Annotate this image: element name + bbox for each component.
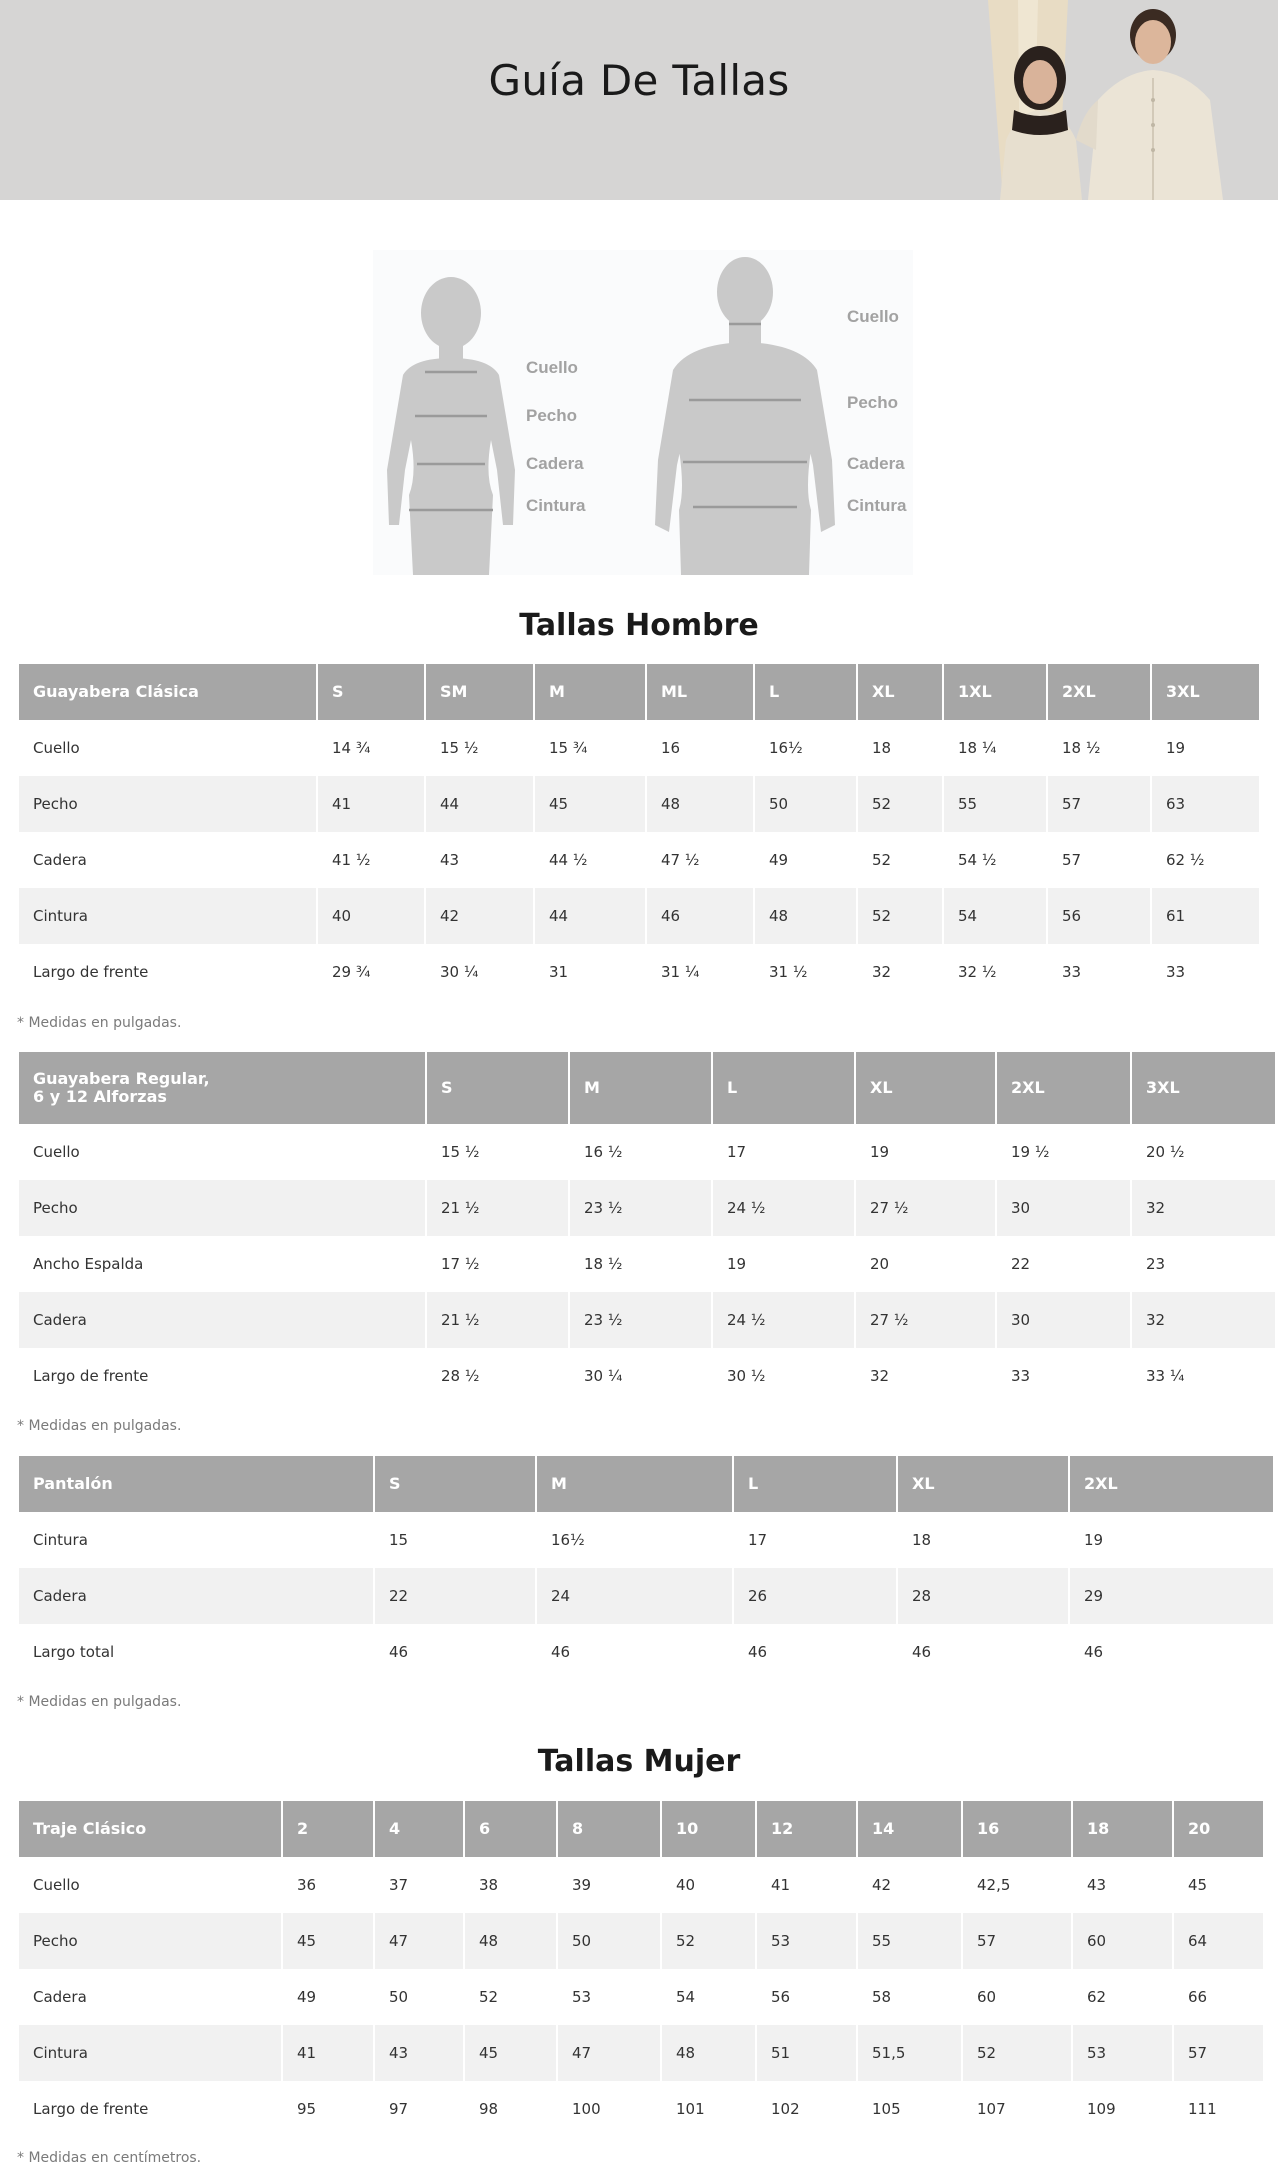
table-cell: 32 <box>870 1367 890 1385</box>
table-cell: 16½ <box>551 1531 585 1549</box>
table-cell: 105 <box>872 2100 901 2118</box>
models-photo <box>948 0 1278 200</box>
table-cell: 22 <box>375 1568 535 1624</box>
table-cell: 58 <box>872 1988 892 2006</box>
table-cell: 57 <box>1062 851 1082 869</box>
row-label: Largo de frente <box>33 2100 149 2118</box>
table-cell: 100 <box>572 2100 601 2118</box>
row-label: Cintura <box>19 888 316 944</box>
table-cell: 19 ½ <box>1011 1143 1050 1161</box>
table-cell: 48 <box>755 888 856 944</box>
table-cell: 14 ¾ <box>332 739 371 757</box>
table-cell: 17 <box>748 1531 768 1549</box>
table-cell: 46 <box>1084 1643 1104 1661</box>
table-cell: 52 <box>662 1913 755 1969</box>
table-header-cell: 10 <box>662 1801 755 1857</box>
table-cell: 19 <box>870 1143 890 1161</box>
table-cell: 47 <box>558 2025 660 2081</box>
table-cell: 95 <box>297 2100 317 2118</box>
table-cell: 18 ¼ <box>958 739 997 757</box>
table-cell: 15 ¾ <box>549 739 588 757</box>
table-header-cell: 2XL <box>1070 1456 1273 1512</box>
row-label: Cuello <box>33 1143 80 1161</box>
table-header-cell: 20 <box>1174 1801 1263 1857</box>
table-guayabera-regular <box>17 1052 1277 1404</box>
table-cell: 33 ¼ <box>1146 1367 1185 1385</box>
table-cell: 51 <box>757 2025 856 2081</box>
row-label: Cintura <box>19 2025 281 2081</box>
table-cell: 33 <box>1011 1367 1031 1385</box>
table-cell: 66 <box>1188 1988 1208 2006</box>
table-cell: 53 <box>572 1988 592 2006</box>
table-cell: 53 <box>1073 2025 1172 2081</box>
table-cell: 61 <box>1152 888 1259 944</box>
table-cell: 64 <box>1174 1913 1263 1969</box>
row-label: Cuello <box>33 1876 80 1894</box>
table-cell: 63 <box>1152 776 1259 832</box>
table-cell: 54 <box>944 888 1046 944</box>
table-cell: 32 <box>1132 1292 1275 1348</box>
table-cell: 41 <box>771 1876 791 1894</box>
woman-label-cuello: Cuello <box>526 358 578 377</box>
table-cell: 97 <box>389 2100 409 2118</box>
table-header-cell: 3XL <box>1132 1052 1275 1124</box>
table-cell: 45 <box>535 776 645 832</box>
table-header-cell: Pantalón <box>19 1456 373 1512</box>
table-row <box>19 1624 1273 1680</box>
table-cell: 57 <box>963 1913 1071 1969</box>
row-label: Cuello <box>33 739 80 757</box>
table-cell: 46 <box>748 1643 768 1661</box>
table-cell: 101 <box>676 2100 705 2118</box>
table-cell: 41 <box>283 2025 373 2081</box>
row-label: Cadera <box>33 1988 87 2006</box>
row-label: Pecho <box>19 776 316 832</box>
table-cell: 52 <box>858 776 942 832</box>
table-cell: 23 <box>1146 1255 1166 1273</box>
note-guayabera-clasica: * Medidas en pulgadas. <box>17 1015 182 1031</box>
table-row <box>19 720 1259 776</box>
table-header-cell: 14 <box>858 1801 961 1857</box>
table-cell: 60 <box>977 1988 997 2006</box>
table-cell: 50 <box>755 776 856 832</box>
table-cell: 42 <box>872 1876 892 1894</box>
table-row <box>19 944 1259 1000</box>
table-header-cell: Guayabera Clásica <box>19 664 316 720</box>
table-header-cell: S <box>375 1456 535 1512</box>
table-cell: 46 <box>647 888 753 944</box>
table-cell: 52 <box>872 851 892 869</box>
table-cell: 32 <box>872 963 892 981</box>
table-cell: 16 ½ <box>584 1143 623 1161</box>
table-cell: 18 <box>912 1531 932 1549</box>
table-cell: 17 ½ <box>441 1255 480 1273</box>
table-cell: 30 ¼ <box>584 1367 623 1385</box>
table-cell: 18 ½ <box>584 1255 623 1273</box>
table-header-cell: L <box>734 1456 896 1512</box>
table-cell: 33 <box>1166 963 1186 981</box>
table-cell: 44 ½ <box>549 851 588 869</box>
table-cell: 49 <box>297 1988 317 2006</box>
table-cell: 32 <box>1132 1180 1275 1236</box>
row-label: Cadera <box>19 1292 425 1348</box>
man-label-pecho: Pecho <box>847 393 899 412</box>
table-cell: 31 ¼ <box>661 963 700 981</box>
woman-label-cadera: Cadera <box>526 454 584 473</box>
table-guayabera-clasica <box>17 664 1261 1000</box>
table-row <box>19 776 1259 832</box>
table-cell: 18 ½ <box>1062 739 1101 757</box>
table-cell: 53 <box>757 1913 856 1969</box>
table-cell: 26 <box>734 1568 896 1624</box>
table-cell: 40 <box>676 1876 696 1894</box>
table-cell: 52 <box>858 888 942 944</box>
table-header-cell: 16 <box>963 1801 1071 1857</box>
table-cell: 24 <box>537 1568 732 1624</box>
table-cell: 111 <box>1188 2100 1217 2118</box>
row-label: Pecho <box>19 1180 425 1236</box>
man-label-cadera: Cadera <box>847 454 905 473</box>
table-cell: 45 <box>283 1913 373 1969</box>
table-cell: 16 <box>661 739 681 757</box>
table-cell: 50 <box>558 1913 660 1969</box>
table-cell: 23 ½ <box>570 1180 711 1236</box>
table-row <box>19 1512 1273 1568</box>
table-header-cell: 2XL <box>997 1052 1130 1124</box>
table-cell: 38 <box>479 1876 499 1894</box>
table-row <box>19 1292 1275 1348</box>
table-cell: 20 ½ <box>1146 1143 1185 1161</box>
table-cell: 15 ½ <box>440 739 479 757</box>
table-row <box>19 888 1259 944</box>
table-row <box>19 2025 1263 2081</box>
table-cell: 30 ½ <box>727 1367 766 1385</box>
row-label: Largo total <box>33 1643 115 1661</box>
table-header-cell: 6 <box>465 1801 556 1857</box>
man-label-cintura: Cintura <box>847 496 907 515</box>
table-cell: 42,5 <box>977 1876 1011 1894</box>
table-cell: 44 <box>535 888 645 944</box>
table-header-cell: M <box>537 1456 732 1512</box>
table-row <box>19 1913 1263 1969</box>
table-header-cell: Guayabera Regular, 6 y 12 Alforzas <box>19 1052 425 1124</box>
table-cell: 32 ½ <box>958 963 997 981</box>
section-title-women: Tallas Mujer <box>537 1744 741 1779</box>
table-row <box>19 1124 1275 1180</box>
hero-banner <box>0 0 1278 200</box>
table-header-cell: 1XL <box>944 664 1046 720</box>
table-row <box>19 1568 1273 1624</box>
table-cell: 48 <box>662 2025 755 2081</box>
table-cell: 31 <box>549 963 569 981</box>
table-header-cell: S <box>318 664 424 720</box>
table-cell: 109 <box>1087 2100 1116 2118</box>
table-cell: 41 <box>318 776 424 832</box>
row-label: Largo de frente <box>33 963 149 981</box>
table-header-cell: 18 <box>1073 1801 1172 1857</box>
table-cell: 18 <box>872 739 892 757</box>
note-pantalon: * Medidas en pulgadas. <box>17 1694 182 1710</box>
table-cell: 46 <box>912 1643 932 1661</box>
table-cell: 62 <box>1087 1988 1107 2006</box>
table-cell: 30 ¼ <box>440 963 479 981</box>
table-header-cell: SM <box>426 664 533 720</box>
table-cell: 29 ¾ <box>332 963 371 981</box>
table-cell: 27 ½ <box>856 1180 995 1236</box>
table-row <box>19 1857 1263 1913</box>
table-header-cell: 2 <box>283 1801 373 1857</box>
table-cell: 22 <box>1011 1255 1031 1273</box>
table-cell: 33 <box>1062 963 1082 981</box>
table-row <box>19 1180 1275 1236</box>
table-cell: 28 ½ <box>441 1367 480 1385</box>
table-cell: 107 <box>977 2100 1006 2118</box>
table-cell: 48 <box>647 776 753 832</box>
table-cell: 24 ½ <box>713 1292 854 1348</box>
table-cell: 54 ½ <box>958 851 997 869</box>
table-cell: 50 <box>389 1988 409 2006</box>
table-cell: 19 <box>727 1255 747 1273</box>
table-cell: 48 <box>465 1913 556 1969</box>
table-header-cell: 12 <box>757 1801 856 1857</box>
body-silhouettes <box>373 250 913 575</box>
note-traje-clasico: * Medidas en centímetros. <box>17 2150 202 2166</box>
table-cell: 30 <box>997 1292 1130 1348</box>
row-label: Pecho <box>19 1913 281 1969</box>
table-row <box>19 1236 1275 1292</box>
table-cell: 57 <box>1174 2025 1263 2081</box>
row-label: Cadera <box>19 1568 373 1624</box>
table-cell: 15 <box>389 1531 409 1549</box>
table-pantalon <box>17 1456 1275 1680</box>
table-cell: 16½ <box>769 739 803 757</box>
table-header-cell: XL <box>898 1456 1068 1512</box>
page-title: Guía De Tallas <box>488 56 790 105</box>
table-cell: 47 <box>375 1913 463 1969</box>
table-header-cell: L <box>713 1052 854 1124</box>
table-header-cell: M <box>535 664 645 720</box>
table-cell: 43 <box>440 851 460 869</box>
table-cell: 46 <box>389 1643 409 1661</box>
table-cell: 29 <box>1070 1568 1273 1624</box>
table-header-cell: 4 <box>375 1801 463 1857</box>
table-cell: 47 ½ <box>661 851 700 869</box>
table-cell: 102 <box>771 2100 800 2118</box>
table-cell: 41 ½ <box>332 851 371 869</box>
table-cell: 54 <box>676 1988 696 2006</box>
table-cell: 30 <box>997 1180 1130 1236</box>
table-cell: 98 <box>479 2100 499 2118</box>
table-cell: 27 ½ <box>856 1292 995 1348</box>
table-cell: 36 <box>297 1876 317 1894</box>
woman-label-cintura: Cintura <box>526 496 586 515</box>
table-cell: 42 <box>426 888 533 944</box>
table-cell: 28 <box>898 1568 1068 1624</box>
table-cell: 20 <box>870 1255 890 1273</box>
table-cell: 21 ½ <box>427 1292 568 1348</box>
table-row <box>19 1969 1263 2025</box>
table-cell: 45 <box>1188 1876 1208 1894</box>
table-cell: 21 ½ <box>427 1180 568 1236</box>
table-cell: 17 <box>727 1143 747 1161</box>
row-label: Ancho Espalda <box>33 1255 144 1273</box>
table-traje-clasico <box>17 1801 1265 2137</box>
row-label: Largo de frente <box>33 1367 149 1385</box>
table-cell: 39 <box>572 1876 592 1894</box>
table-row <box>19 832 1259 888</box>
table-cell: 57 <box>1048 776 1150 832</box>
table-row <box>19 1348 1275 1404</box>
table-header-cell: M <box>570 1052 711 1124</box>
table-cell: 62 ½ <box>1166 851 1205 869</box>
table-header-cell: 3XL <box>1152 664 1259 720</box>
man-label-cuello: Cuello <box>847 307 899 326</box>
table-header-cell: L <box>755 664 856 720</box>
table-cell: 40 <box>318 888 424 944</box>
table-cell: 43 <box>1087 1876 1107 1894</box>
table-cell: 43 <box>375 2025 463 2081</box>
table-cell: 56 <box>771 1988 791 2006</box>
table-header-cell: XL <box>856 1052 995 1124</box>
table-header-cell: Traje Clásico <box>19 1801 281 1857</box>
row-label: Cintura <box>33 1531 88 1549</box>
note-guayabera-regular: * Medidas en pulgadas. <box>17 1418 182 1434</box>
table-cell: 23 ½ <box>570 1292 711 1348</box>
table-cell: 55 <box>944 776 1046 832</box>
table-cell: 24 ½ <box>713 1180 854 1236</box>
table-header-cell: S <box>427 1052 568 1124</box>
table-cell: 45 <box>465 2025 556 2081</box>
table-cell: 15 ½ <box>441 1143 480 1161</box>
table-cell: 44 <box>426 776 533 832</box>
table-cell: 52 <box>479 1988 499 2006</box>
section-title-men: Tallas Hombre <box>519 608 759 643</box>
body-measurement-figure <box>373 250 913 575</box>
table-cell: 55 <box>858 1913 961 1969</box>
woman-label-pecho: Pecho <box>526 406 578 425</box>
table-header-cell: XL <box>858 664 942 720</box>
table-cell: 19 <box>1166 739 1186 757</box>
table-cell: 46 <box>551 1643 571 1661</box>
table-cell: 56 <box>1048 888 1150 944</box>
table-cell: 60 <box>1073 1913 1172 1969</box>
row-label: Cadera <box>33 851 87 869</box>
table-cell: 49 <box>769 851 789 869</box>
table-row <box>19 2081 1263 2137</box>
table-cell: 51,5 <box>858 2025 961 2081</box>
table-header-cell: 2XL <box>1048 664 1150 720</box>
table-cell: 52 <box>963 2025 1071 2081</box>
table-header-cell: ML <box>647 664 753 720</box>
table-cell: 19 <box>1084 1531 1104 1549</box>
table-cell: 37 <box>389 1876 409 1894</box>
table-header-cell: 8 <box>558 1801 660 1857</box>
table-cell: 31 ½ <box>769 963 808 981</box>
